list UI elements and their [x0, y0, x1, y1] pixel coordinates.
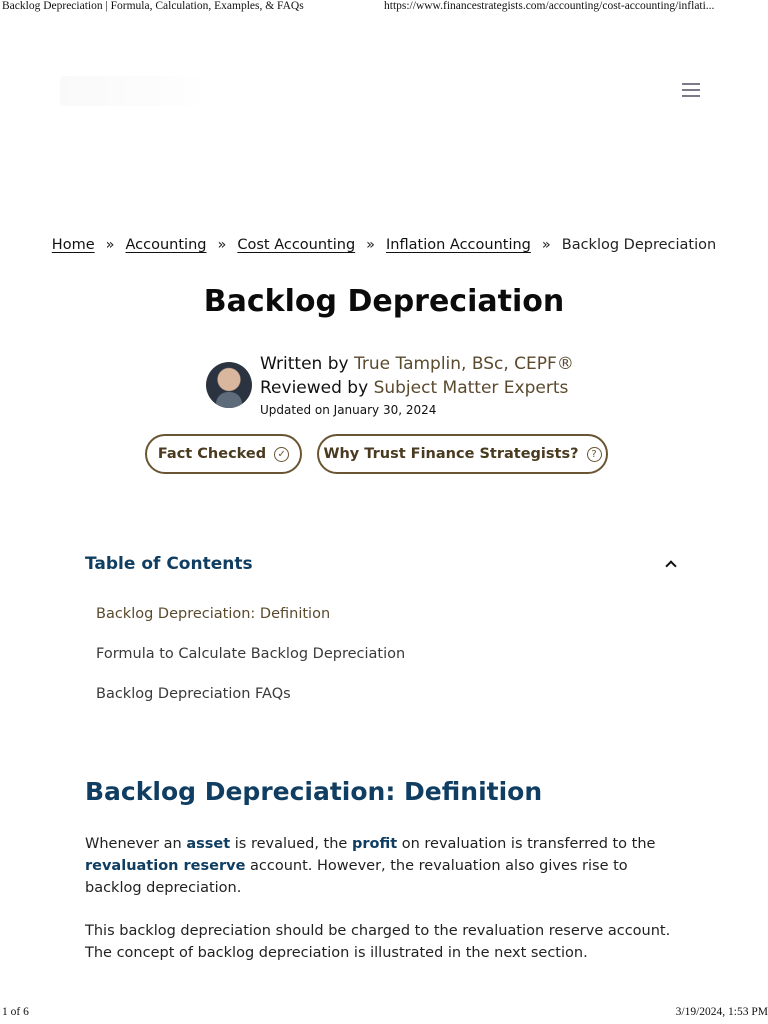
why-trust-label: Why Trust Finance Strategists? [323, 446, 579, 462]
written-by-label: Written by [260, 354, 349, 374]
print-footer [0, 1006, 768, 1024]
breadcrumb-separator: » [217, 237, 227, 253]
reviewed-by-line [260, 376, 574, 400]
chevron-up-icon[interactable] [664, 557, 678, 571]
breadcrumb-separator: » [541, 237, 551, 253]
toc-link-formula[interactable]: Formula to Calculate Backlog Depreciation [96, 646, 406, 662]
section-title: Backlog Depreciation: Definition [85, 777, 543, 806]
print-header [0, 0, 768, 18]
breadcrumb-inflation-accounting[interactable]: Inflation Accounting [386, 237, 531, 253]
hamburger-menu-icon[interactable] [682, 83, 700, 97]
breadcrumb-cost-accounting[interactable]: Cost Accounting [237, 237, 356, 253]
paragraph-text: account. However, the revaluation also gives rise to backlog depreciation. [85, 858, 628, 896]
author-avatar[interactable] [206, 362, 252, 408]
toc-title: Table of Contents [85, 554, 253, 574]
print-page-number: 1 of 6 [2, 1006, 29, 1018]
breadcrumb-current: Backlog Depreciation [561, 237, 717, 253]
toc-list [96, 603, 405, 723]
toc-link-definition[interactable]: Backlog Depreciation: Definition [96, 606, 331, 622]
breadcrumb-separator: » [105, 237, 115, 253]
reviewed-by-label: Reviewed by [260, 378, 369, 398]
paragraph-text: is revalued, the [230, 836, 352, 852]
fact-checked-button[interactable] [145, 434, 302, 474]
definition-paragraph-1 [85, 833, 685, 899]
toc-item [96, 603, 405, 643]
reviewer-name-link[interactable]: Subject Matter Experts [373, 378, 569, 398]
definition-paragraph-2: This backlog depreciation should be charged to the revaluation reserve account. The concept of backlog depreciation is illustrated in the next section. [85, 923, 671, 961]
paragraph-text: Whenever an [85, 836, 187, 852]
question-circle-icon: ? [587, 447, 602, 462]
site-logo[interactable] [60, 76, 200, 106]
breadcrumb [0, 237, 768, 253]
written-by-line [260, 352, 574, 376]
breadcrumb-accounting[interactable]: Accounting [125, 237, 207, 253]
check-circle-icon: ✓ [274, 447, 289, 462]
page-title: Backlog Depreciation [203, 284, 565, 319]
why-trust-button[interactable] [317, 434, 608, 474]
fact-checked-label: Fact Checked [157, 446, 267, 462]
paragraph-text: on revaluation is transferred to the [397, 836, 656, 852]
print-datetime: 3/19/2024, 1:53 PM [675, 1006, 768, 1018]
breadcrumb-separator: » [366, 237, 376, 253]
updated-date: Updated on January 30, 2024 [260, 403, 437, 417]
breadcrumb-home[interactable]: Home [51, 237, 95, 253]
toc-item [96, 683, 405, 723]
author-name-link[interactable]: True Tamplin, BSc, CEPF® [353, 354, 574, 374]
print-page-url: https://www.financestrategists.com/accounting/cost-accounting/inflati... [384, 0, 715, 12]
revaluation-reserve-link[interactable]: revaluation reserve [85, 858, 246, 874]
toc-link-faqs[interactable]: Backlog Depreciation FAQs [96, 686, 291, 702]
profit-link[interactable]: profit [351, 836, 398, 852]
asset-link[interactable]: asset [186, 836, 231, 852]
author-block [206, 352, 586, 422]
print-page-title: Backlog Depreciation | Formula, Calculation, Examples, & FAQs [2, 0, 304, 12]
toc-item [96, 643, 405, 683]
